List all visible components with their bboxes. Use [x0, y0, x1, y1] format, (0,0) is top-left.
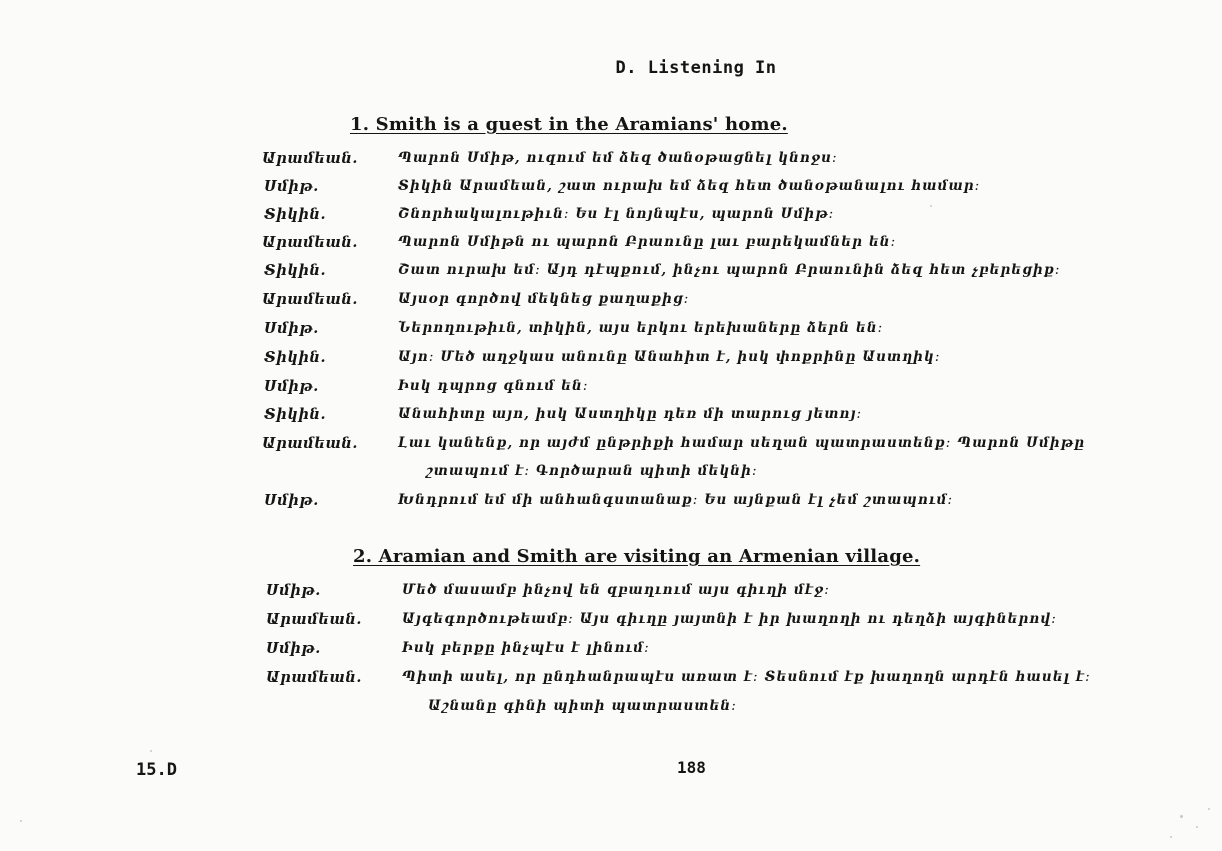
dialogue-line [0, 669, 1222, 691]
section-1-title: 1. Smith is a guest in the Aramians' home. [350, 114, 788, 135]
section-2-title: 2. Aramian and Smith are visiting an Armenian village. [353, 546, 921, 567]
dialogue-line [0, 611, 1222, 633]
dialogue-text: Իսկ դպրոց գնում են։ [398, 378, 589, 394]
dialogue-text: Անահիտը այո, իսկ Աստղիկը դեռ մի տարուց յետոյ։ [398, 406, 863, 422]
dialogue-text: Ներողութիւն, տիկին, այս երկու երեխաները ձերն են։ [398, 320, 884, 336]
dialogue-line [0, 349, 1222, 371]
dialogue-line [0, 698, 1222, 720]
speaker-label: Արամեան․ [262, 234, 359, 251]
dialogue-text: Մեծ մասամբ ինչով են զբաղւում այս գիւղի մէջ։ [402, 582, 830, 598]
page-heading: D. Listening In [615, 58, 777, 78]
dialogue-text: Աշնանը գինի պիտի պատրաստեն։ [428, 698, 737, 714]
speaker-label: Արամեան․ [262, 150, 359, 167]
speaker-label: Սմիթ․ [264, 378, 319, 395]
dialogue-text: Պարոն Սմիթ, ուզում եմ ձեզ ծանօթացնել կնոջս։ [398, 150, 838, 166]
dialogue-line [0, 378, 1222, 400]
speaker-label: Սմիթ․ [264, 178, 319, 195]
dialogue-line [0, 435, 1222, 457]
dialogue-text: Պարոն Սմիթն ու պարոն Բրաունը լաւ բարեկամներ են։ [398, 234, 897, 250]
dialogue-line [0, 640, 1222, 662]
dialogue-line [0, 262, 1222, 284]
speaker-label: Տիկին․ [264, 262, 327, 279]
dialogue-line [0, 582, 1222, 604]
speaker-label: Տիկին․ [264, 206, 327, 223]
dialogue-text: Խնդրում եմ մի անհանգստանաք։ Ես այնքան էլ չեմ շտապում։ [398, 492, 954, 508]
dialogue-line [0, 234, 1222, 256]
dialogue-line [0, 150, 1222, 172]
dialogue-text: Շատ ուրախ եմ։ Այդ դէպքում, ինչու պարոն Բրաունին ձեզ հետ չբերեցիք։ [398, 262, 1061, 278]
scan-speck [930, 205, 932, 207]
scan-speck [1170, 836, 1172, 838]
dialogue-text: Լաւ կանենք, որ այժմ ընթրիքի համար սեղան պատրաստենք։ Պարոն Սմիթը [398, 435, 1086, 451]
dialogue-line [0, 320, 1222, 342]
dialogue-text: Իսկ բերքը ինչպէս է լինում։ [402, 640, 650, 656]
section-code: 15.D [136, 760, 177, 780]
page-number: 188 [677, 758, 706, 777]
dialogue-text: Այգեգործութեամբ։ Այս գիւղը յայտնի է իր խաղողի ու դեղձի այգիներով։ [402, 611, 1057, 627]
dialogue-line [0, 206, 1222, 228]
speaker-label: Արամեան․ [266, 669, 363, 686]
dialogue-text: Տիկին Արամեան, շատ ուրախ եմ ձեզ հետ ծանօթանալու համար։ [398, 178, 981, 194]
dialogue-line [0, 406, 1222, 428]
dialogue-line [0, 492, 1222, 514]
dialogue-text: Այո։ Մեծ աղջկաս անունը Անահիտ է, իսկ փոքրինը Աստղիկ։ [398, 349, 941, 365]
dialogue-line [0, 291, 1222, 313]
speaker-label: Սմիթ․ [266, 582, 321, 599]
speaker-label: Արամեան․ [266, 611, 363, 628]
dialogue-line [0, 463, 1222, 485]
speaker-label: Արամեան․ [262, 291, 359, 308]
scan-speck [1208, 808, 1210, 810]
scan-speck [20, 820, 22, 822]
scan-speck [1180, 815, 1183, 818]
dialogue-text: Այսօր գործով մեկնեց քաղաքից։ [398, 291, 690, 307]
speaker-label: Արամեան․ [262, 435, 359, 452]
scan-speck [1196, 826, 1198, 828]
dialogue-text: շտապում է։ Գործարան պիտի մեկնի։ [426, 463, 758, 479]
dialogue-text: Պիտի ասել, որ ընդհանրապէս առատ է։ Տեսնում էք խաղողն արդէն հասել է։ [402, 669, 1091, 685]
speaker-label: Սմիթ․ [264, 492, 319, 509]
dialogue-line [0, 178, 1222, 200]
scan-speck [150, 750, 152, 752]
speaker-label: Տիկին․ [264, 349, 327, 366]
speaker-label: Սմիթ․ [266, 640, 321, 657]
dialogue-text: Շնորհակալութիւն։ Ես էլ նոյնպէս, պարոն Սմիթ։ [398, 206, 835, 222]
speaker-label: Սմիթ․ [264, 320, 319, 337]
speaker-label: Տիկին․ [264, 406, 327, 423]
